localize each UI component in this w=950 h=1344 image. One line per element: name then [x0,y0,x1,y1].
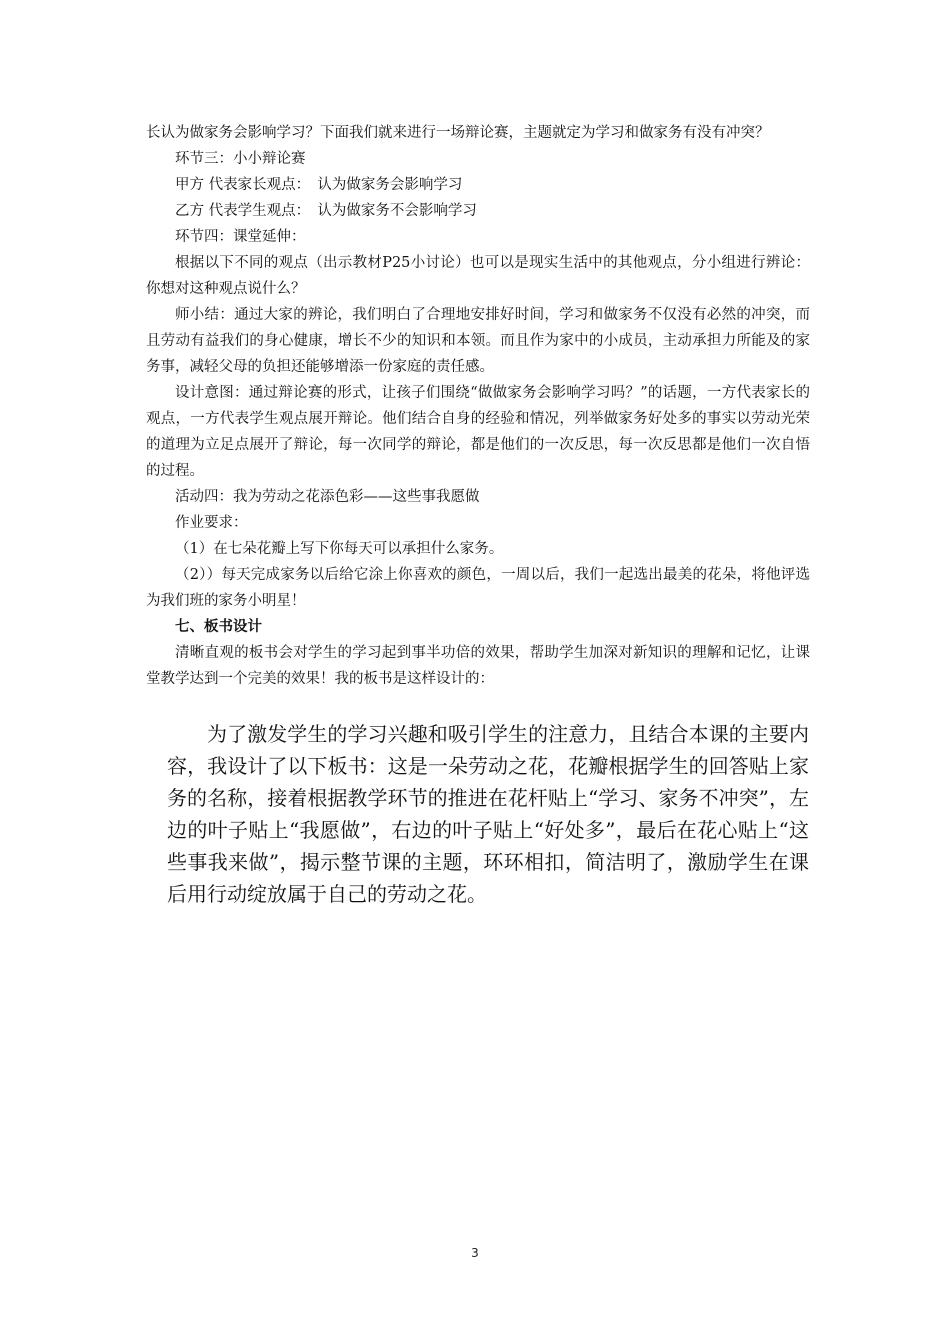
homework-item-2: （2））每天完成家务以后给它涂上你喜欢的颜色，一周以后，我们一起选出最美的花朵，将他评选为我们班的家务小明星！ [146,567,810,609]
side-b-viewpoint: 乙方 代表学生观点： 认为做家务不会影响学习 [175,203,477,219]
homework-item-1: （1）在七朵花瓣上写下你每天可以承担什么家务。 [175,541,504,557]
teacher-summary-paragraph: 师小结：通过大家的辨论，我们明白了合理地安排好时间，学习和做家务不仅没有必然的冲突，而且劳动有益我们的身心健康，增长不少的知识和本领。而且作为家中的小成员，主动承担力所能及的家务事，减轻父母的负担还能够增添一份家庭的责任感。 [146,307,810,375]
section-four-heading: 环节四：课堂延伸： [175,229,306,245]
board-design-intro: 清晰直观的板书会对学生的学习起到事半功倍的效果，帮助学生加深对新知识的理解和记忆，让课堂教学达到一个完美的效果！我的板书是这样设计的： [146,645,810,687]
board-design-text [167,718,809,910]
debate-intro-paragraph: 长认为做家务会影响学习？下面我们就来进行一场辩论赛，主题就定为学习和做家务有没有冲突？ [146,125,770,141]
activity-four-heading: 活动四：我为劳动之花添色彩——这些事我愿做 [175,489,480,505]
lesson-plan-text [146,120,810,692]
section-three-heading: 环节三：小小辩论赛 [175,151,306,167]
side-a-viewpoint: 甲方 代表家长观点： 认为做家务会影响学习 [175,177,463,193]
page-number: 3 [471,1246,479,1260]
section-seven-heading: 七、板书设计 [175,618,262,635]
design-intent-paragraph: 设计意图：通过辩论赛的形式，让孩子们围绕“做做家务会影响学习吗？”的话题，一方代表家长的观点，一方代表学生观点展开辩论。他们结合自身的经验和情况，列举做家务好处多的事实以劳动光荣的道理为立足点展开了辩论，每一次同学的辩论，都是他们的一次反思，每一次反思都是他们一次自悟的过程。 [146,385,810,479]
board-design-paragraph: 为了激发学生的学习兴趣和吸引学生的注意力，且结合本课的主要内容，我设计了以下板书：这是一朵劳动之花，花瓣根据学生的回答贴上家务的名称，接着根据教学环节的推进在花杆贴上“学习、家务不冲突”，左边的叶子贴上“我愿做”，右边的叶子贴上“好处多”，最后在花心贴上“这些事我来做”，揭示整节课的主题，环环相扣，简洁明了，激励学生在课后用行动绽放属于自己的劳动之花。 [167,722,809,906]
extension-paragraph: 根据以下不同的观点（出示教材P25小讨论）也可以是现实生活中的其他观点，分小组进行辨论：你想对这种观点说什么？ [146,255,810,297]
homework-heading: 作业要求： [175,515,248,531]
